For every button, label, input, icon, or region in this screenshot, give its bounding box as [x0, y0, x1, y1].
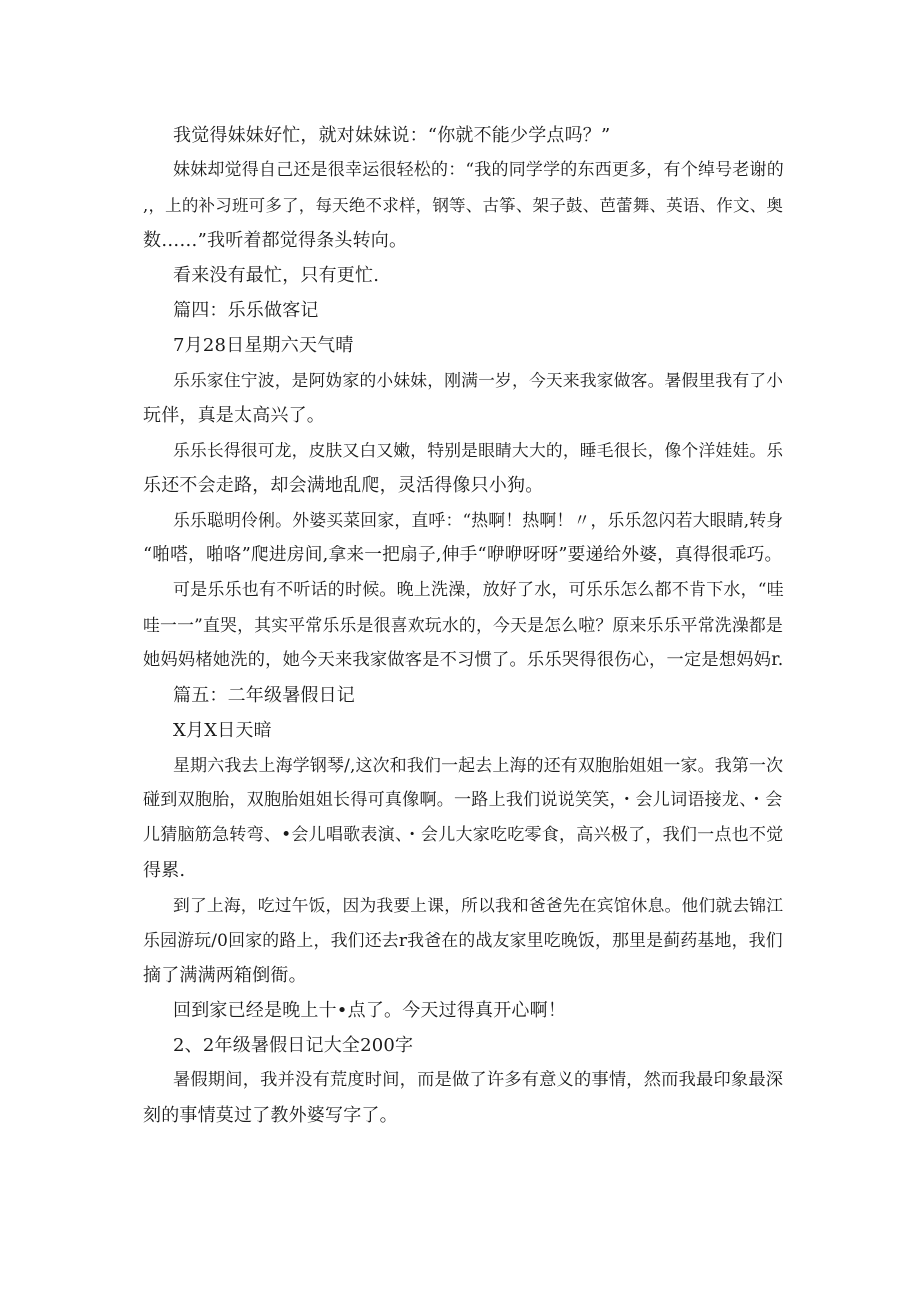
text-line: 星期六我去上海学钢琴/,这次和我们一起去上海的还有双胞胎姐姐一家。我第一次: [173, 755, 784, 775]
text-line: 儿猜脑筋急转弯、•会儿唱歌表演、・会儿大家吃吃零食，高兴极了，我们一点也不觉: [143, 825, 784, 845]
text-line: 可是乐乐也有不听话的时候。晚上洗澡，放好了水，可乐乐怎么都不肯下水，“哇: [173, 580, 784, 600]
text-line: 看来没有最忙，只有更忙.: [173, 265, 380, 286]
text-line: 暑假期间，我并没有荒度时间，而是做了许多有意义的事情，然而我最印象最深: [173, 1070, 784, 1090]
text-line: 乐乐聪明伶俐。外婆买菜回家，直呼：“热啊！热啊！〃，乐乐忽闪若大眼睛,转身: [173, 510, 784, 530]
text-line: 7月28日星期六天气晴: [173, 335, 354, 356]
text-line: 刻的事情莫过了教外婆写字了。: [143, 1105, 398, 1126]
text-line: 篇五：二年级暑假日记: [173, 685, 355, 706]
text-line: 乐乐长得很可龙，皮肤又白又嫩，特别是眼睛大大的，睡毛很长，像个洋娃娃。乐: [173, 440, 784, 460]
text-line: “啪嗒，啪咯”爬进房间,拿来一把扇子,伸手“咿咿呀呀”要递给外婆，真得很乖巧。: [143, 545, 783, 565]
text-line: 她妈妈楮她洗的，她今天来我家做客是不习惯了。乐乐哭得很伤心，一定是想妈妈r.: [143, 650, 784, 670]
text-line: 篇四：乐乐做客记: [173, 300, 319, 321]
text-line: 乐乐家住宁波，是阿妫家的小妹妹，刚满一岁，今天来我家做客。暑假里我有了小: [173, 370, 784, 390]
text-line: 妹妹却觉得自己还是很幸运很轻松的：“我的同学学的东西更多，有个绰号老谢的: [173, 160, 784, 180]
text-line: 哇一一”直哭，其实平常乐乐是很喜欢玩水的，今天是怎么啦？原来乐乐平常洗澡都是: [143, 615, 784, 635]
text-line: 摘了满满两箱倒衙。: [143, 965, 307, 986]
text-line: 回到家已经是晚上十•点了。今天过得真开心啊！: [173, 1000, 567, 1021]
document-body: [143, 118, 783, 1133]
text-line: 2、2年级暑假日记大全200字: [173, 1035, 414, 1056]
text-line: 乐园游玩/0回家的路上，我们还去r我爸在的战友家里吃晚饭，那里是蓟药基地，我们: [143, 930, 783, 950]
text-line: 碰到双胞胎，双胞胎姐姐长得可真像啊。一路上我们说说笑笑，・会儿词语接龙、・会: [143, 790, 783, 810]
text-line: 乐还不会走路，却会满地乱爬，灵活得像只小狗。: [143, 475, 544, 496]
text-line: ,，上的补习班可多了，每天绝不求样，钢等、古筝、架子鼓、芭蕾舞、英语、作文、奥: [143, 196, 784, 215]
text-line: 玩伴，真是太高兴了。: [143, 405, 325, 426]
text-line: 我觉得妹妹好忙，就对妹妹说：“你就不能少学点吗？”: [173, 125, 611, 146]
text-line: 数……”我听着都觉得条头转向。: [143, 230, 408, 251]
text-line: 到了上海，吃过午饭，因为我要上课，所以我和爸爸先在宾馆休息。他们就去锦江: [173, 895, 784, 915]
text-line: X月X日天暗: [173, 720, 272, 741]
text-line: 得累.: [143, 860, 186, 881]
